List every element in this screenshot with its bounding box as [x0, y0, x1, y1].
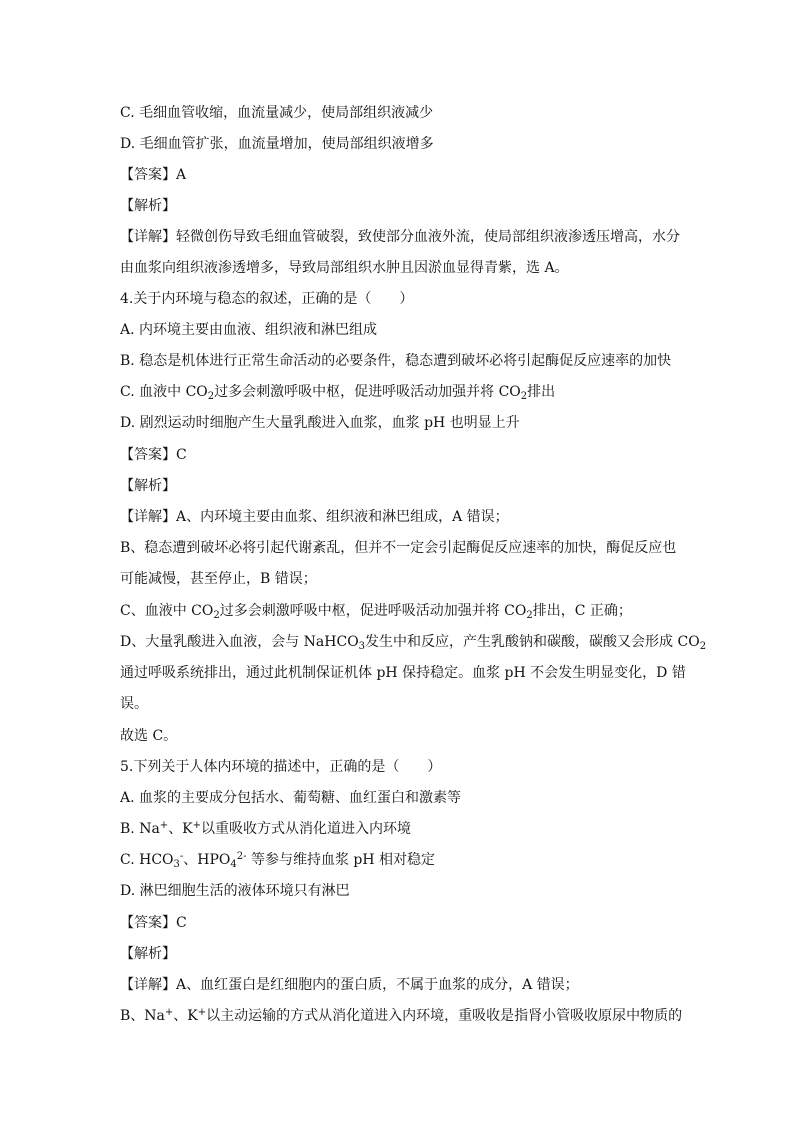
q4-detail-d-line-3: 误。 — [120, 696, 148, 712]
q3-answer: 【答案】A — [120, 167, 187, 183]
q4-option-c-part1: C. 血液中 CO — [120, 384, 208, 400]
q4-detail-d-line-2: 通过呼吸系统排出，通过此机制保证机体 pH 保持稳定。血浆 pH 不会发生明显变化，D 错 — [120, 665, 686, 681]
q5-answer: 【答案】C — [120, 915, 187, 931]
q4-detail-d-part2: 发生中和反应，产生乳酸钠和碳酸，碳酸又会形成 CO — [365, 634, 700, 650]
q4-detail-d-part1: D、大量乳酸进入血液，会与 NaHCO — [120, 634, 359, 650]
q4-option-b: B. 稳态是机体进行正常生命活动的必要条件，稳态遭到破坏必将引起酶促反应速率的加快 — [120, 353, 672, 369]
q3-analysis-heading: 【解析】 — [120, 198, 176, 214]
q5-option-b-part3: 以重吸收方式从消化道进入内环境 — [201, 821, 412, 837]
q3-detail-line-2: 由血浆向组织液渗透增多，导致局部组织水肿且因淤血显得青紫，选 A。 — [120, 260, 569, 276]
q5-option-c-part1: C. HCO — [120, 852, 174, 868]
q5-detail-b — [120, 1006, 682, 1026]
subscript: 2 — [213, 610, 220, 621]
q4-detail-b-line-1: B、稳态遭到破坏必将引起代谢紊乱，但并不一定会引起酶促反应速率的加快，酶促反应也 — [120, 540, 677, 556]
q4-detail-d-line-1 — [120, 632, 706, 652]
q4-option-c — [120, 382, 555, 402]
subscript: 2 — [699, 641, 707, 652]
q4-detail-c — [120, 601, 632, 621]
q5-option-c — [120, 850, 435, 870]
q4-option-c-part2: 过多会刺激呼吸中枢，促进呼吸活动加强并将 CO — [214, 384, 521, 400]
q4-detail-c-part2: 过多会刺激呼吸中枢，促进呼吸活动加强并将 CO — [219, 603, 527, 619]
q5-option-c-part2: 、HPO — [183, 852, 231, 868]
q5-option-b-part1: B. Na — [120, 821, 160, 837]
q3-detail-line-1: 【详解】轻微创伤导致毛细血管破裂，致使部分血液外流，使局部组织液渗透压增高，水分 — [120, 229, 680, 245]
q5-option-b — [120, 819, 411, 839]
q5-stem: 5.下列关于人体内环境的描述中，正确的是（ ） — [120, 759, 442, 775]
superscript: - — [179, 851, 184, 862]
q4-option-a: A. 内环境主要由血液、组织液和淋巴组成 — [120, 322, 378, 338]
q4-detail-c-part3: 排出，C 正确； — [532, 603, 632, 619]
superscript: + — [164, 1007, 174, 1018]
subscript: 4 — [230, 859, 237, 870]
q3-option-c: C. 毛细血管收缩，血流量减少，使局部组织液减少 — [120, 105, 434, 121]
superscript: + — [192, 820, 202, 831]
superscript: 2- — [236, 851, 247, 862]
subscript: 2 — [526, 610, 533, 621]
superscript: + — [159, 820, 169, 831]
q5-detail-b-part1: B、Na — [120, 1008, 165, 1024]
q5-option-d: D. 淋巴细胞生活的液体环境只有淋巴 — [120, 883, 350, 899]
q4-option-c-part3: 排出 — [527, 384, 556, 400]
superscript: + — [197, 1007, 207, 1018]
q4-conclusion: 故选 C。 — [120, 728, 178, 744]
q5-detail-a: 【详解】A、血红蛋白是红细胞内的蛋白质，不属于血浆的成分，A 错误； — [120, 977, 579, 993]
q4-detail-c-part1: C、血液中 CO — [120, 603, 214, 619]
q5-option-b-part2: 、K — [168, 821, 193, 837]
subscript: 3 — [173, 859, 180, 870]
q5-option-c-part3: 等参与维持血浆 pH 相对稳定 — [246, 852, 436, 868]
q4-detail-a: 【详解】A、内环境主要由血浆、组织液和淋巴组成，A 错误； — [120, 509, 509, 525]
q4-answer: 【答案】C — [120, 447, 187, 463]
q4-analysis-heading: 【解析】 — [120, 478, 176, 494]
q3-option-d: D. 毛细血管扩张，血流量增加，使局部组织液增多 — [120, 136, 434, 152]
q5-option-a: A. 血浆的主要成分包括水、葡萄糖、血红蛋白和激素等 — [120, 790, 462, 806]
q5-detail-b-part3: 以主动运输的方式从消化道进入内环境，重吸收是指肾小管吸收原尿中物质的 — [206, 1008, 683, 1024]
subscript: 3 — [358, 641, 366, 652]
q4-option-d: D. 剧烈运动时细胞产生大量乳酸进入血浆，血浆 pH 也明显上升 — [120, 415, 520, 431]
q4-detail-b-line-2: 可能减慢，甚至停止，B 错误； — [120, 571, 317, 587]
q5-analysis-heading: 【解析】 — [120, 946, 176, 962]
subscript: 2 — [207, 391, 215, 402]
q4-stem: 4.关于内环境与稳态的叙述，正确的是（ ） — [120, 291, 414, 307]
q5-detail-b-part2: 、K — [173, 1008, 198, 1024]
subscript: 2 — [520, 391, 528, 402]
